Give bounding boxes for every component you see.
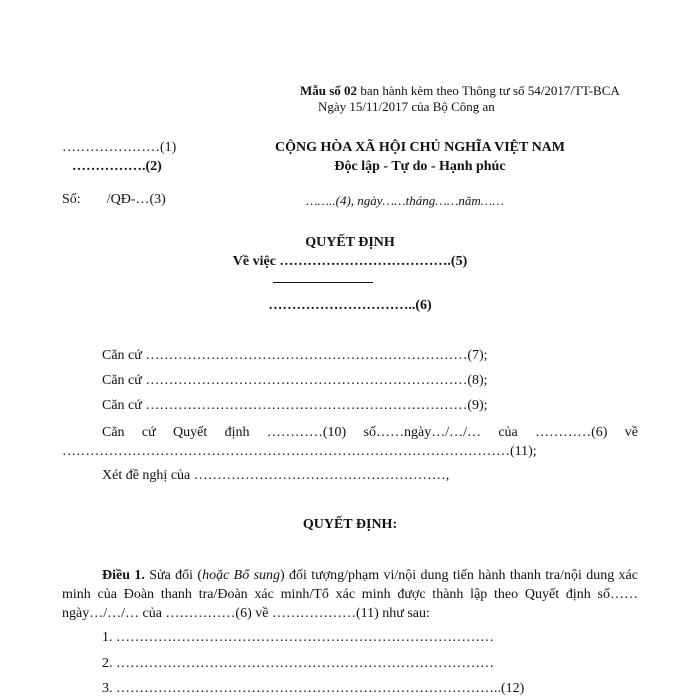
so-label: Số: [62, 192, 81, 207]
form-note-text: ban hành kèm theo Thông tư số 54/2017/TT-BCA [357, 83, 620, 98]
basis-line-8: Căn cứ ……………………………………………………………(8); [102, 373, 488, 388]
agency-line-2: …………….(2) [72, 159, 162, 174]
form-note-line2: Ngày 15/11/2017 của Bộ Công an [318, 99, 495, 114]
article-1-italic: hoặc Bổ sung [202, 568, 281, 583]
proposal-line: Xét đề nghị của ………………………………………………, [102, 468, 450, 483]
article-1-paragraph [62, 566, 638, 623]
decision-section-heading: QUYẾT ĐỊNH: [302, 517, 398, 532]
form-note-line1 [300, 83, 620, 99]
place-date-line: ……..(4), ngày……tháng……năm…… [306, 193, 504, 208]
basis-line-9: Căn cứ ……………………………………………………………(9); [102, 398, 488, 413]
agency-line-1: …………………(1) [62, 140, 177, 155]
form-label: Mẫu số 02 [300, 83, 358, 98]
document-number [62, 192, 166, 208]
basis-decision-paragraph: Căn cứ Quyết định …………(10) số……ngày…/…/… của …………(6) về ……………………………………………………………………………………(11); [62, 425, 638, 459]
list-item: 3. ………………………………………………………………………..(12) [102, 681, 525, 696]
so-value: /QĐ-…(3) [106, 192, 166, 207]
basis-line-7: Căn cứ ……………………………………………………………(7); [102, 348, 488, 363]
decision-subject: Về việc ……………………………….(5) [232, 254, 468, 269]
list-item: 1. ……………………………………………………………………… [102, 630, 494, 645]
decision-heading: QUYẾT ĐỊNH [305, 235, 395, 250]
issuing-authority: …………………………..(6) [268, 298, 432, 313]
list-item: 2. ……………………………………………………………………… [102, 656, 494, 671]
article-1-text-b: ) đối tượng/phạm vi/nội dung tiến hành thanh tra/nội dung xác minh của Đoàn thanh tra/Đoàn xác minh/Tổ xác minh được thành lập theo Quyết định số…… ngày…/…/… của ……………(6) về ………………(11) như sau: [62, 568, 638, 621]
article-1-label: Điều 1. [102, 568, 145, 583]
title-divider [273, 282, 373, 283]
national-motto: Độc lập - Tự do - Hạnh phúc [334, 159, 506, 174]
nation-title: CỘNG HÒA XÃ HỘI CHỦ NGHĨA VIỆT NAM [274, 140, 565, 155]
article-1-text-a: Sửa đổi ( [144, 568, 203, 583]
